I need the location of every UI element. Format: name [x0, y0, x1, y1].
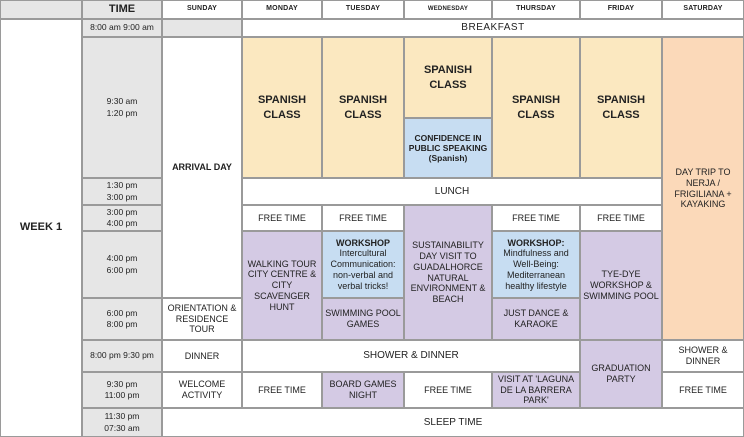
time-slot: 9:30 pm 11:00 pm: [82, 372, 162, 408]
free-time-friday: FREE TIME: [580, 205, 662, 231]
orientation-tour: ORIENTATION & RESIDENCE TOUR: [162, 298, 242, 340]
spanish-class-tuesday: SPANISH CLASS: [322, 37, 404, 178]
breakfast-row: BREAKFAST: [242, 19, 744, 37]
header-saturday: SATURDAY: [662, 0, 744, 19]
tye-dye-workshop: TYE-DYE WORKSHOP & SWIMMING POOL: [580, 231, 662, 340]
swimming-pool-games: SWIMMING POOL GAMES: [322, 298, 404, 340]
time-slot: 3:00 pm 4:00 pm: [82, 205, 162, 231]
header-sunday: SUNDAY: [162, 0, 242, 19]
sunday-breakfast-empty: [162, 19, 242, 37]
header-wednesday: WEDNESDAY: [404, 0, 492, 19]
sunday-dinner: DINNER: [162, 340, 242, 372]
board-games-night: BOARD GAMES NIGHT: [322, 372, 404, 408]
workshop-body: Mindfulness and Well-Being: Mediterranean healthy lifestyle: [503, 248, 569, 291]
header-tuesday: TUESDAY: [322, 0, 404, 19]
header-time: TIME: [82, 0, 162, 19]
workshop-mindfulness: [492, 231, 580, 298]
time-slot: 1:30 pm 3:00 pm: [82, 178, 162, 205]
header-thursday: THURSDAY: [492, 0, 580, 19]
workshop-title: WORKSHOP: [336, 237, 390, 248]
just-dance-karaoke: JUST DANCE & KARAOKE: [492, 298, 580, 340]
laguna-visit: VISIT AT 'LAGUNA DE LA BARRERA PARK': [492, 372, 580, 408]
workshop-intercultural: [322, 231, 404, 298]
graduation-party: GRADUATION PARTY: [580, 340, 662, 408]
header-corner: [0, 0, 82, 19]
sleep-time-row: SLEEP TIME: [162, 408, 744, 437]
time-slot: 9:30 am 1:20 pm: [82, 37, 162, 178]
header-friday: FRIDAY: [580, 0, 662, 19]
free-time-monday-night: FREE TIME: [242, 372, 322, 408]
week-label: WEEK 1: [0, 19, 82, 437]
free-time-wednesday-night: FREE TIME: [404, 372, 492, 408]
header-monday: MONDAY: [242, 0, 322, 19]
arrival-day: ARRIVAL DAY: [162, 37, 242, 298]
lunch-row: LUNCH: [242, 178, 662, 205]
time-slot: 4:00 pm 6:00 pm: [82, 231, 162, 298]
day-trip: DAY TRIP TO NERJA / FRIGILIANA + KAYAKING: [662, 37, 744, 340]
free-time-saturday-night: FREE TIME: [662, 372, 744, 408]
sustainability-day: SUSTAINABILITY DAY VISIT TO GUADALHORCE NATURAL ENVIRONMENT & BEACH: [404, 205, 492, 340]
spanish-class-friday: SPANISH CLASS: [580, 37, 662, 178]
free-time-tuesday: FREE TIME: [322, 205, 404, 231]
time-slot: 11:30 pm 07:30 am: [82, 408, 162, 437]
workshop-title: WORKSHOP:: [507, 237, 565, 248]
time-slot: 8:00 pm 9:30 pm: [82, 340, 162, 372]
spanish-class-thursday: SPANISH CLASS: [492, 37, 580, 178]
confidence-public-speaking: CONFIDENCE IN PUBLIC SPEAKING (Spanish): [404, 118, 492, 178]
free-time-monday: FREE TIME: [242, 205, 322, 231]
workshop-body: Intercultural Communication: non-verbal and verbal tricks!: [330, 248, 396, 291]
free-time-thursday: FREE TIME: [492, 205, 580, 231]
walking-tour: WALKING TOUR CITY CENTRE & CITY SCAVENGER HUNT: [242, 231, 322, 340]
spanish-class-wednesday: SPANISH CLASS: [404, 37, 492, 118]
time-slot: 6:00 pm 8:00 pm: [82, 298, 162, 340]
welcome-activity: WELCOME ACTIVITY: [162, 372, 242, 408]
shower-dinner-row: SHOWER & DINNER: [242, 340, 580, 372]
time-slot: 8:00 am 9:00 am: [82, 19, 162, 37]
spanish-class-monday: SPANISH CLASS: [242, 37, 322, 178]
shower-dinner-saturday: SHOWER & DINNER: [662, 340, 744, 372]
